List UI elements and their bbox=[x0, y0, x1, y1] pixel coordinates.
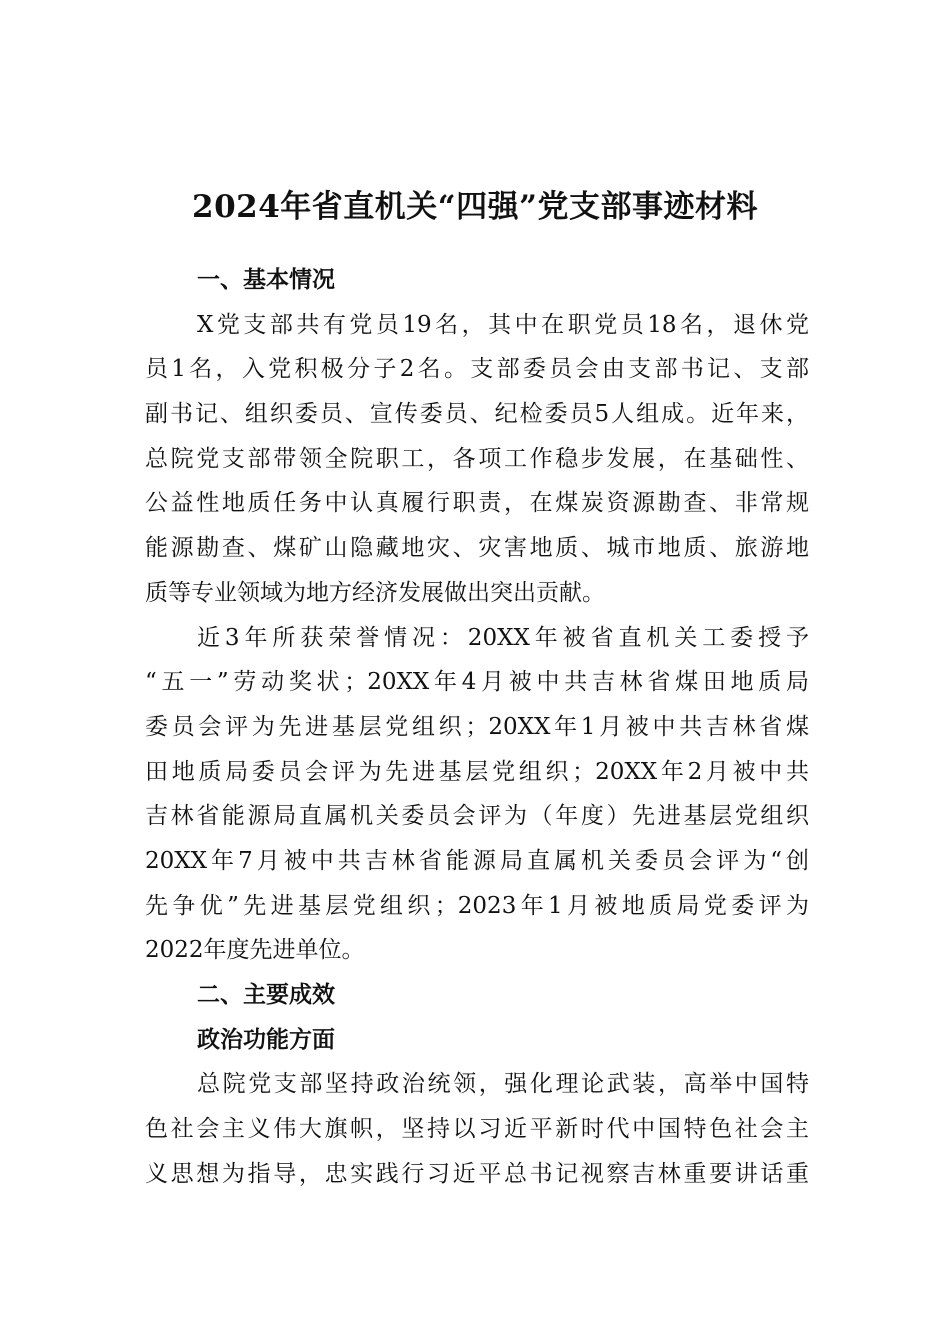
paragraph-honors bbox=[145, 616, 809, 974]
text-line: 20XX年7月被中共吉林省能源局直属机关委员会评为“创 bbox=[145, 847, 809, 874]
text-line: 先争优”先进基层党组织；2023年1月被地质局党委评为 bbox=[145, 892, 809, 919]
text-line: 近3年所获荣誉情况：20XX年被省直机关工委授予 bbox=[197, 624, 809, 651]
text-line: 副书记、组织委员、宣传委员、纪检委员5人组成。近年来， bbox=[145, 401, 809, 428]
text-line: 总院党支部坚持政治统领，强化理论武装，高举中国特 bbox=[197, 1071, 809, 1098]
paragraph-branch-overview bbox=[145, 303, 809, 616]
text-line: 总院党支部带领全院职工，各项工作稳步发展，在基础性、 bbox=[145, 445, 809, 472]
subheading-political-function: 政治功能方面 bbox=[197, 1025, 335, 1053]
text-line: 吉林省能源局直属机关委员会评为（年度）先进基层党组织 bbox=[145, 803, 809, 830]
text-line: 2022年度先进单位。 bbox=[145, 937, 365, 964]
document-body bbox=[145, 258, 809, 1196]
document-title: 2024年省直机关“四强”党支部事迹材料 bbox=[192, 188, 758, 225]
text-line: 义思想为指导，忠实践行习近平总书记视察吉林重要讲话重 bbox=[145, 1160, 809, 1187]
text-line: 委员会评为先进基层党组织；20XX年1月被中共吉林省煤 bbox=[145, 713, 809, 740]
text-line: 色社会主义伟大旗帜，坚持以习近平新时代中国特色社会主 bbox=[145, 1116, 809, 1143]
text-line: 公益性地质任务中认真履行职责，在煤炭资源勘查、非常规 bbox=[145, 490, 809, 517]
text-line: 能源勘查、煤矿山隐藏地灾、灾害地质、城市地质、旅游地 bbox=[145, 535, 809, 562]
text-line: 质等专业领域为地方经济发展做出突出贡献。 bbox=[145, 579, 605, 606]
paragraph-political-leadership bbox=[145, 1062, 809, 1196]
text-line: X党支部共有党员19名，其中在职党员18名，退休党 bbox=[197, 311, 809, 338]
text-line: “五一”劳动奖状；20XX年4月被中共吉林省煤田地质局 bbox=[145, 669, 809, 696]
text-line: 员1名，入党积极分子2名。支部委员会由支部书记、支部 bbox=[145, 356, 809, 383]
section-heading-basic-info: 一、基本情况 bbox=[197, 267, 335, 293]
text-line: 田地质局委员会评为先进基层党组织；20XX年2月被中共 bbox=[145, 758, 809, 785]
section-heading-main-results: 二、主要成效 bbox=[197, 982, 335, 1009]
